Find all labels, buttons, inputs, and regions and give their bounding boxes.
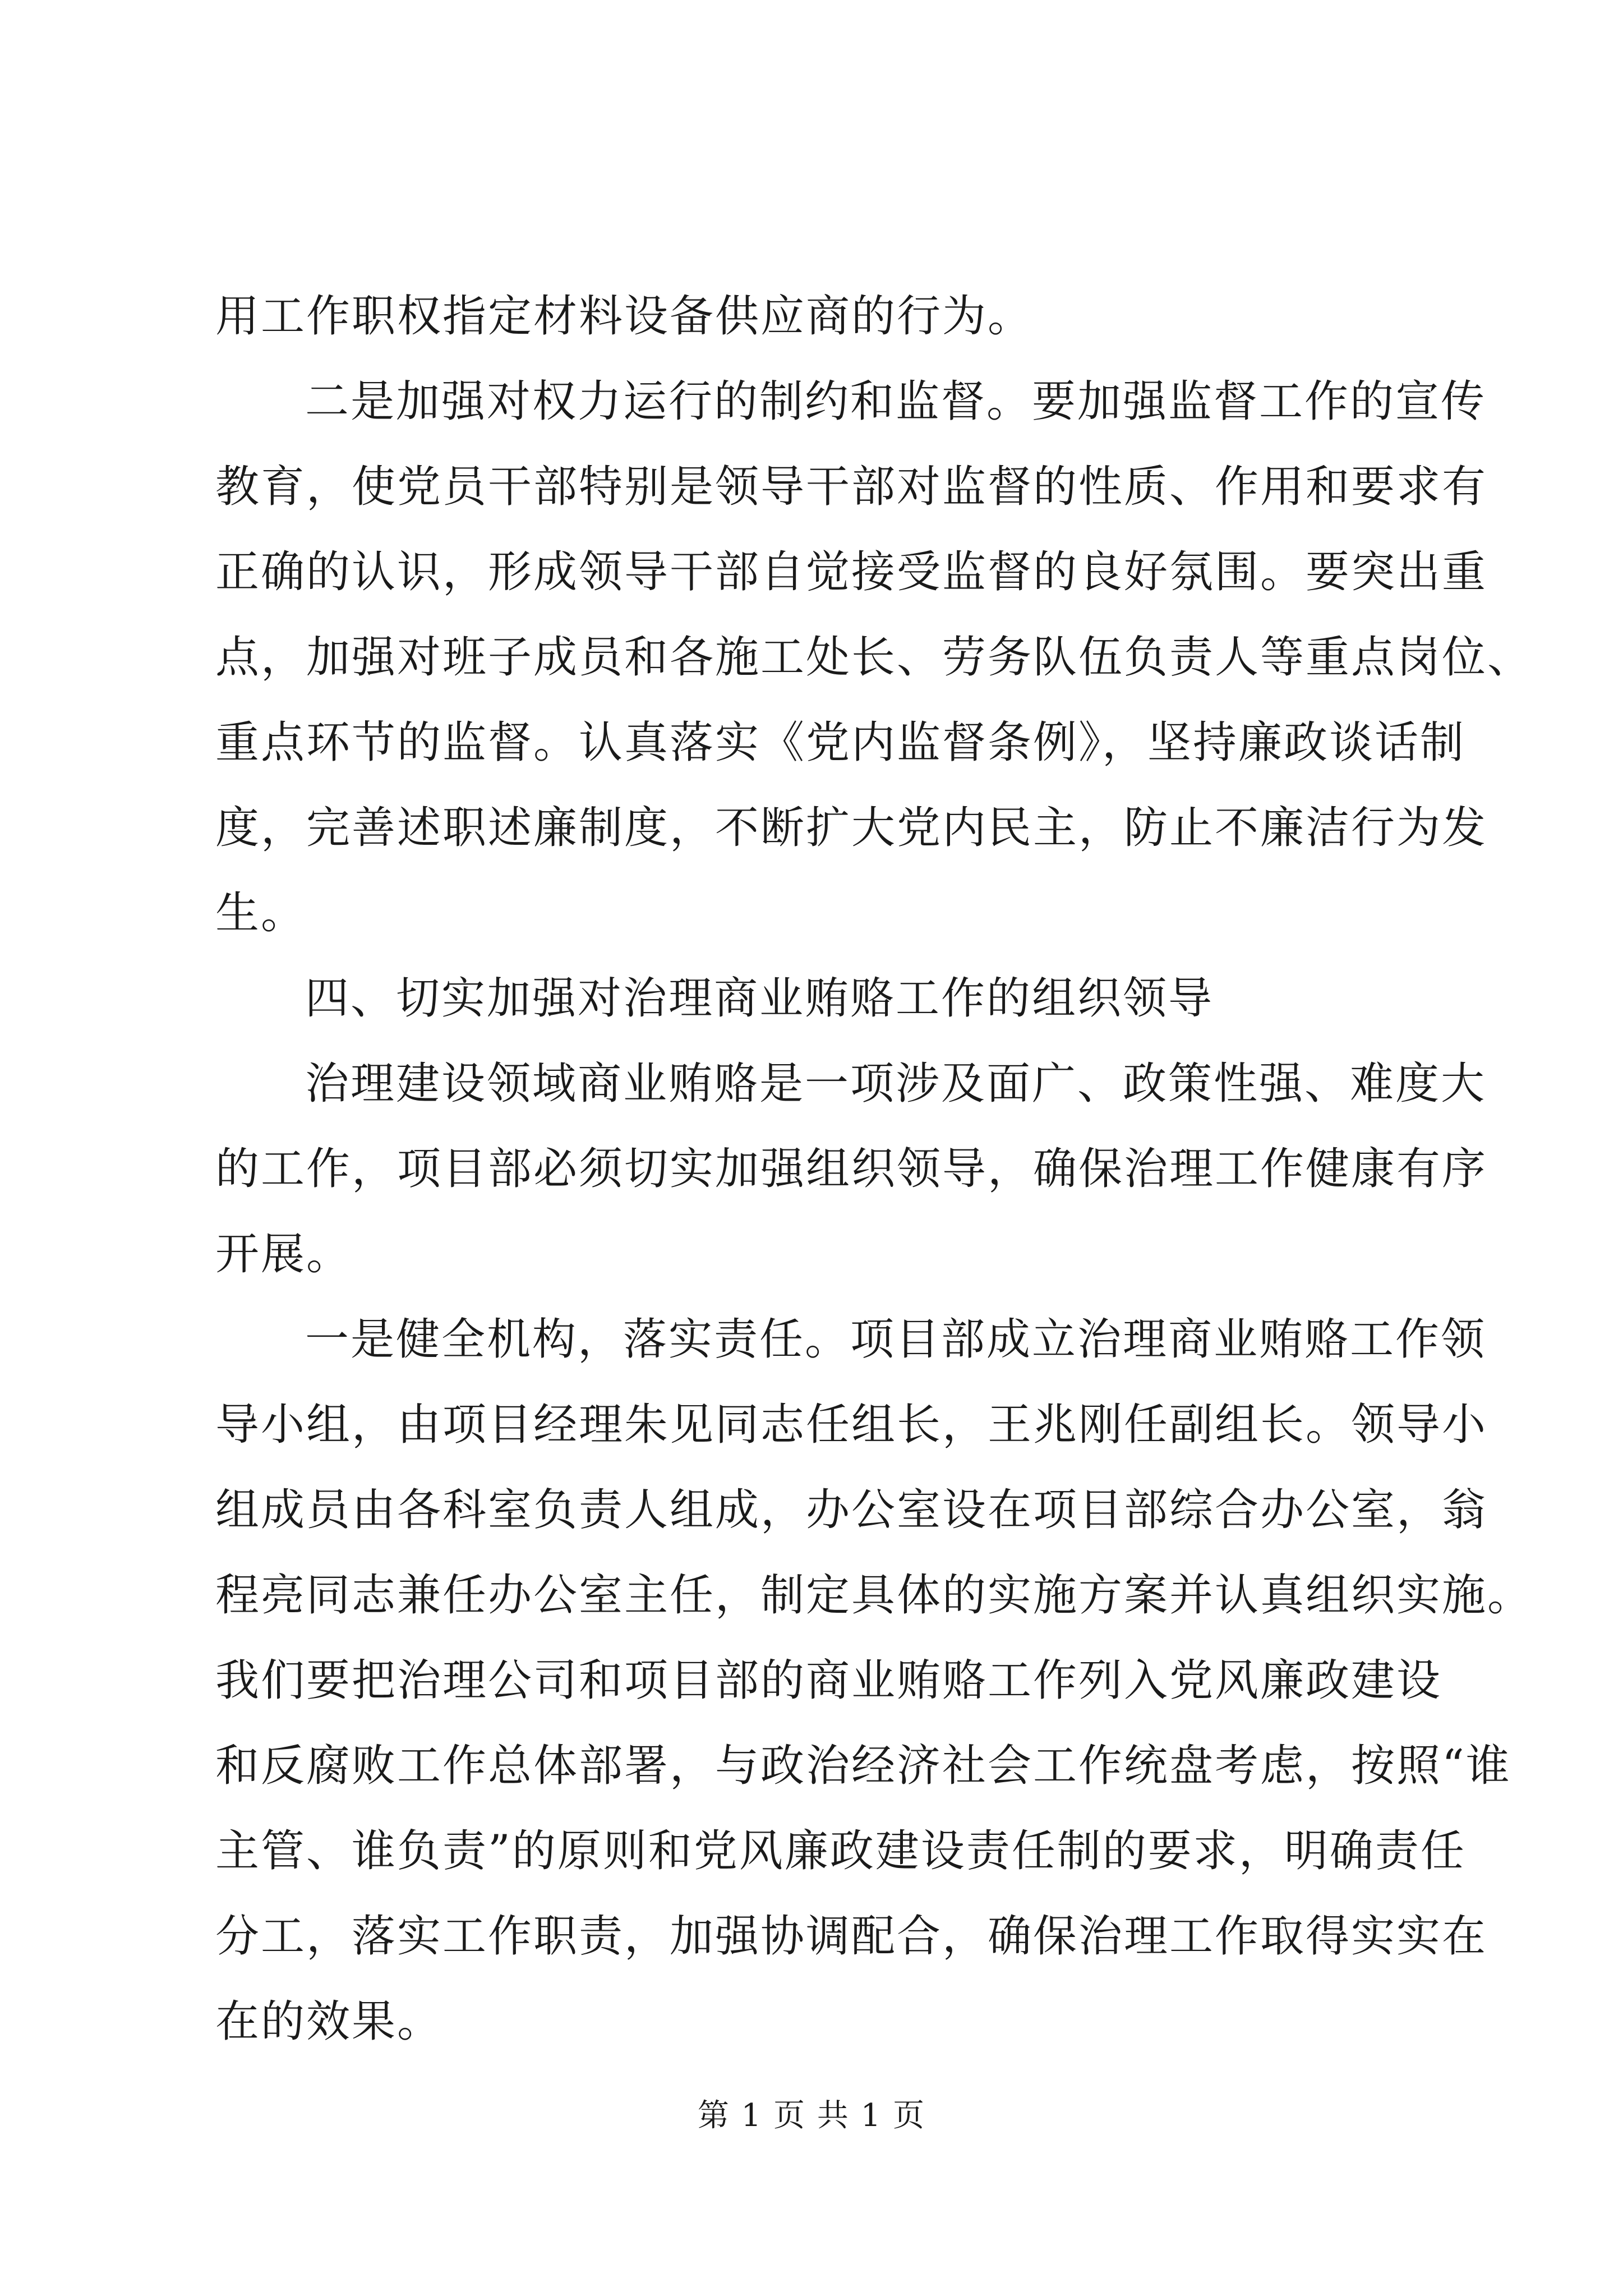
text-line: 开展。 [215, 1229, 352, 1280]
text-line: 和反腐败工作总体部署，与政治经济社会工作统盘考虑，按照“谁 [215, 1741, 1511, 1791]
text-line: 组成员由各科室负责人组成，办公室设在项目部综合办公室，翁 [215, 1485, 1488, 1535]
text-line: 治理建设领域商业贿赂是一项涉及面广、政策性强、难度大 [305, 1059, 1487, 1109]
text-line: 重点环节的监督。认真落实《党内监督条例》，坚持廉政谈话制 [215, 717, 1466, 768]
text-line: 的工作，项目部必须切实加强组织领导，确保治理工作健康有序 [215, 1144, 1488, 1194]
text-line: 用工作职权指定材料设备供应商的行为。 [215, 291, 1034, 342]
text-line: 教育，使党员干部特别是领导干部对监督的性质、作用和要求有 [215, 462, 1488, 512]
text-line: 在的效果。 [215, 1996, 443, 2047]
text-line: 主管、谁负责”的原则和党风廉政建设责任制的要求，明确责任 [215, 1826, 1466, 1876]
text-line: 导小组，由项目经理朱见同志任组长，王兆刚任副组长。领导小 [215, 1400, 1488, 1450]
text-line: 度，完善述职述廉制度，不断扩大党内民主，防止不廉洁行为发 [215, 803, 1488, 853]
text-line: 一是健全机构，落实责任。项目部成立治理商业贿赂工作领 [305, 1314, 1487, 1365]
document-body [215, 274, 1533, 2064]
section-heading: 四、切实加强对治理商业贿赂工作的组织领导 [305, 973, 1214, 1024]
text-line: 程亮同志兼任办公室主任，制定具体的实施方案并认真组织实施。 [215, 1570, 1533, 1621]
text-line: 分工，落实工作职责，加强协调配合，确保治理工作取得实实在 [215, 1911, 1488, 1962]
text-line: 生。 [215, 888, 307, 938]
text-line: 二是加强对权力运行的制约和监督。要加强监督工作的宣传 [305, 376, 1487, 427]
text-line: 我们要把治理公司和项目部的商业贿赂工作列入党风廉政建设 [215, 1655, 1442, 1706]
text-line: 点，加强对班子成员和各施工处长、劳务队伍负责人等重点岗位、 [215, 632, 1533, 683]
text-line: 正确的认识，形成领导干部自觉接受监督的良好氛围。要突出重 [215, 547, 1488, 597]
page-footer [0, 2093, 1623, 2138]
page-number-label: 第 1 页 共 1 页 [697, 2097, 926, 2134]
